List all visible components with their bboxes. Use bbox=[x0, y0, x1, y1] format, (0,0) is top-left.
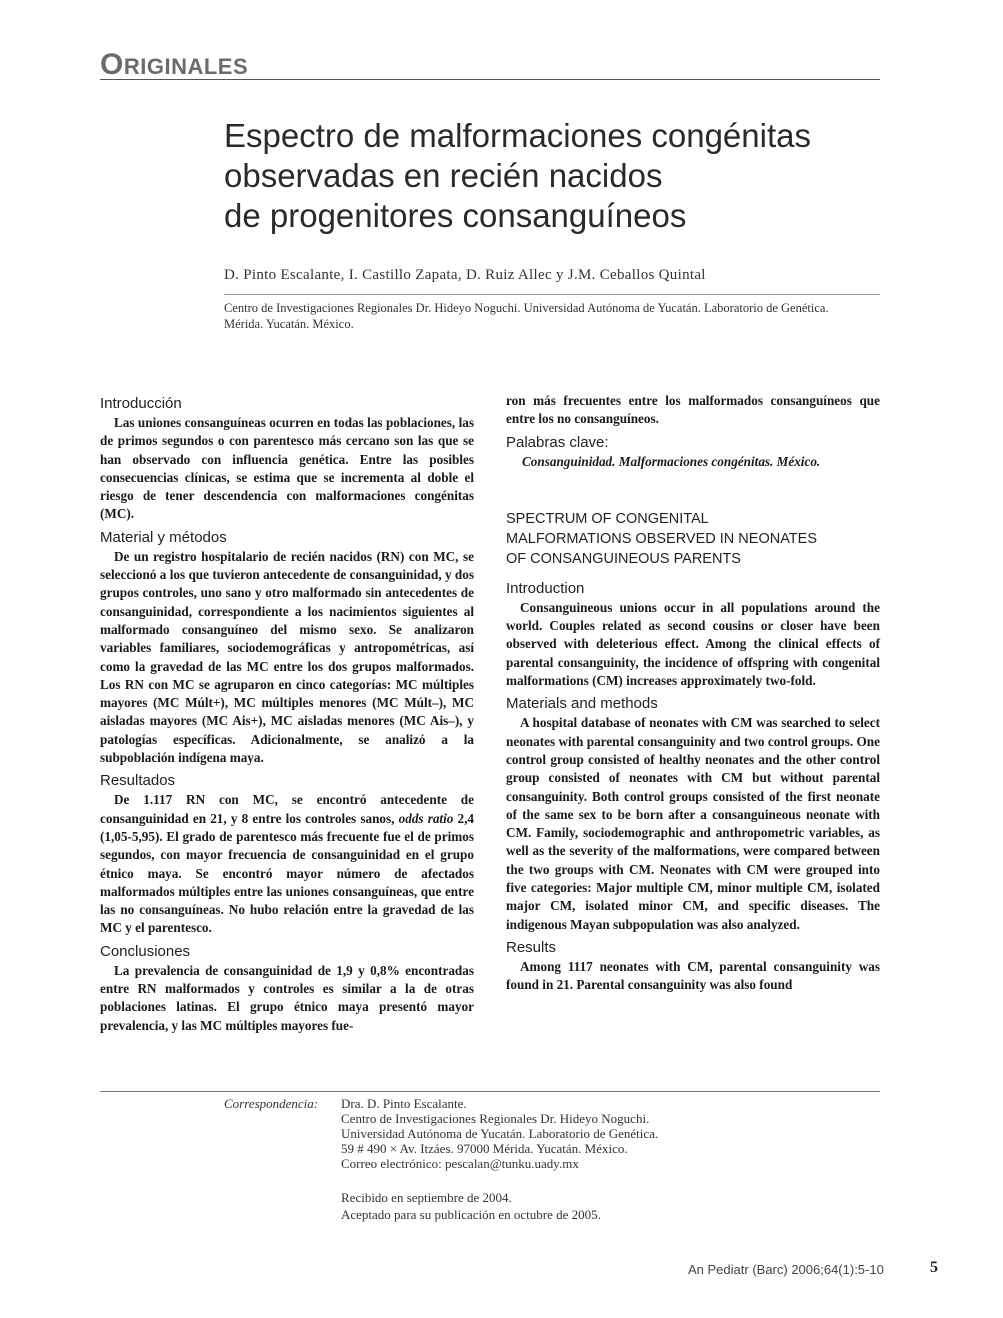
journal-citation: An Pediatr (Barc) 2006;64(1):5-10 bbox=[688, 1262, 884, 1277]
page-number: 5 bbox=[930, 1259, 938, 1276]
section-label-rest: RIGINALES bbox=[123, 54, 249, 79]
methods-heading-en: Materials and methods bbox=[506, 695, 658, 713]
results-text-en: Among 1117 neonates with CM, parental consanguinity was found in 21. Parental consanguinity was also found bbox=[506, 958, 880, 993]
english-title bbox=[506, 509, 880, 569]
top-divider bbox=[100, 79, 880, 80]
results-text-es-part2: 2,4 (1,05-5,95). El grado de parentesco más frecuente fue el de primos segundos, con mayor frecuencia de consanguinidad en el grupo étnico maya. Se encontró mayor número de afectados malformados múltiples entre las uniones consanguíneas, que entre las no consanguíneas. No hubo relación entre la gravedad de las MC y el parentesco. bbox=[100, 810, 475, 936]
english-title-line: SPECTRUM OF CONGENITAL bbox=[506, 510, 709, 527]
correspondence-address bbox=[341, 1096, 658, 1171]
correspondence-line: Centro de Investigaciones Regionales Dr. Hideyo Noguchi. bbox=[341, 1111, 650, 1126]
methods-heading-es: Material y métodos bbox=[100, 528, 227, 546]
english-title-line: OF CONSANGUINEOUS PARENTS bbox=[506, 550, 741, 567]
intro-heading-es: Introducción bbox=[100, 395, 182, 412]
keywords: Consanguinidad. Malformaciones congénitas. México. bbox=[522, 453, 821, 469]
correspondence-label: Correspondencia: bbox=[224, 1096, 319, 1111]
affiliation: Centro de Investigaciones Regionales Dr. Hideyo Noguchi. Universidad Autónoma de Yucatán. Laboratorio de Genética. Mérida. Yucatán. México. bbox=[224, 301, 829, 331]
methods-text-en: A hospital database of neonates with CM was searched to select neonates with parental consanguinity and two control groups. One control group consisted of healthy neonates and the other control group consisted of neonates with CM but without parental consanguinity. Both control groups consisted of the first neonate of the same sex to be born after a consanguineous neonate with CM. Family, sociodemographic and anthropometric variables, as well as the severity of the malformations, were compared between the two groups with CM. Neonates with CM were grouped into five categories: Major multiple CM, minor multiple CM, isolated major CM, isolated minor CM, and specific diseases. The indigenous Mayan subpopulation was also analyzed. bbox=[506, 715, 880, 932]
conclusions-text-es-continued: ron más frecuentes entre los malformados consanguíneos que entre los no consanguíneos. bbox=[506, 393, 880, 427]
article-title bbox=[224, 116, 874, 236]
correspondence-line: Dra. D. Pinto Escalante. bbox=[341, 1096, 467, 1111]
accepted-date: Aceptado para su publicación en octubre de 2005. bbox=[341, 1206, 601, 1222]
odds-ratio-term: odds ratio bbox=[398, 810, 454, 826]
intro-text-es: Las uniones consanguíneas ocurren en todas las poblaciones, las de primos segundos o con parentesco más cercano son las que se han observado con influencia genética. Entre las posibles consecuencias clínicas, se estima que se incrementa al doble el riesgo de tener descendencia con malformaciones congénitas (MC). bbox=[100, 415, 474, 522]
results-heading-en: Results bbox=[506, 938, 557, 956]
methods-text-es: De un registro hospitalario de recién nacidos (RN) con MC, se seleccionó a los que tuvieron antecedente de consanguinidad, y dos grupos controles, uno sano y otro malformado sin antecedentes de consanguinidad, correspondiente a los nacimientos siguientes al malformado consanguíneo del mismo sexo. Se analizaron variables familiares, sociodemográficas y antropométricas, así como la gravedad de las MC entre los dos grupos malformados. Los RN con MC se agruparon en cinco categorías: MC múltiples mayores (MC Múlt+), MC múltiples menores (MC Múlt–), MC aisladas mayores (MC Ais+), MC aisladas menores (MC Ais–), y patologías específicas. Adicionalmente, se analizó a la subpoblación indígena maya. bbox=[100, 548, 474, 766]
correspondence-line: 59 # 490 × Av. Itzáes. 97000 Mérida. Yucatán. México. bbox=[341, 1141, 628, 1156]
keywords-heading: Palabras clave: bbox=[506, 433, 609, 451]
results-heading-es: Resultados bbox=[100, 772, 176, 790]
conclusions-text-es: La prevalencia de consanguinidad de 1,9 y 0,8% encontradas entre RN malformados y controles es similar a la de otras poblaciones latinas. El grupo étnico maya presentó mayor prevalencia, y las MC múltiples mayores fue- bbox=[100, 962, 474, 1033]
authors: D. Pinto Escalante, I. Castillo Zapata, D. Ruiz Allec y J.M. Ceballos Quintal bbox=[224, 267, 706, 283]
results-text-es-part1: De 1.117 RN con MC, se encontró antecedente de consanguinidad en 21, y 8 entre los controles sanos, bbox=[100, 792, 474, 826]
intro-heading-en: Introduction bbox=[506, 579, 585, 597]
results-text-es bbox=[100, 791, 474, 937]
intro-text-en: Consanguineous unions occur in all populations around the world. Couples related as second cousins or closer have been observed with deleterious effect. Among the clinical effects of parental consanguinity, the incidence of offspring with congenital malformations (CM) increases approximately two-fold. bbox=[506, 599, 880, 689]
correspondence-line: Universidad Autónoma de Yucatán. Laboratorio de Genética. bbox=[341, 1126, 659, 1141]
submission-dates bbox=[341, 1190, 601, 1223]
correspondence-email: Correo electrónico: pescalan@tunku.uady.mx bbox=[341, 1156, 579, 1171]
section-label-initial: O bbox=[100, 48, 124, 81]
english-title-line: MALFORMATIONS OBSERVED IN NEONATES bbox=[506, 530, 817, 547]
article-title-line: Espectro de malformaciones congénitas bbox=[224, 117, 811, 154]
received-date: Recibido en septiembre de 2004. bbox=[341, 1190, 512, 1205]
footer-divider bbox=[100, 1091, 880, 1092]
conclusions-heading-es: Conclusiones bbox=[100, 942, 191, 960]
abstract-english-column bbox=[506, 392, 880, 999]
abstract-spanish-column bbox=[100, 394, 474, 1039]
article-title-line: observadas en recién nacidos bbox=[224, 157, 663, 194]
section-label bbox=[100, 48, 248, 82]
article-title-line: de progenitores consanguíneos bbox=[224, 197, 687, 234]
authors-divider bbox=[224, 294, 880, 295]
